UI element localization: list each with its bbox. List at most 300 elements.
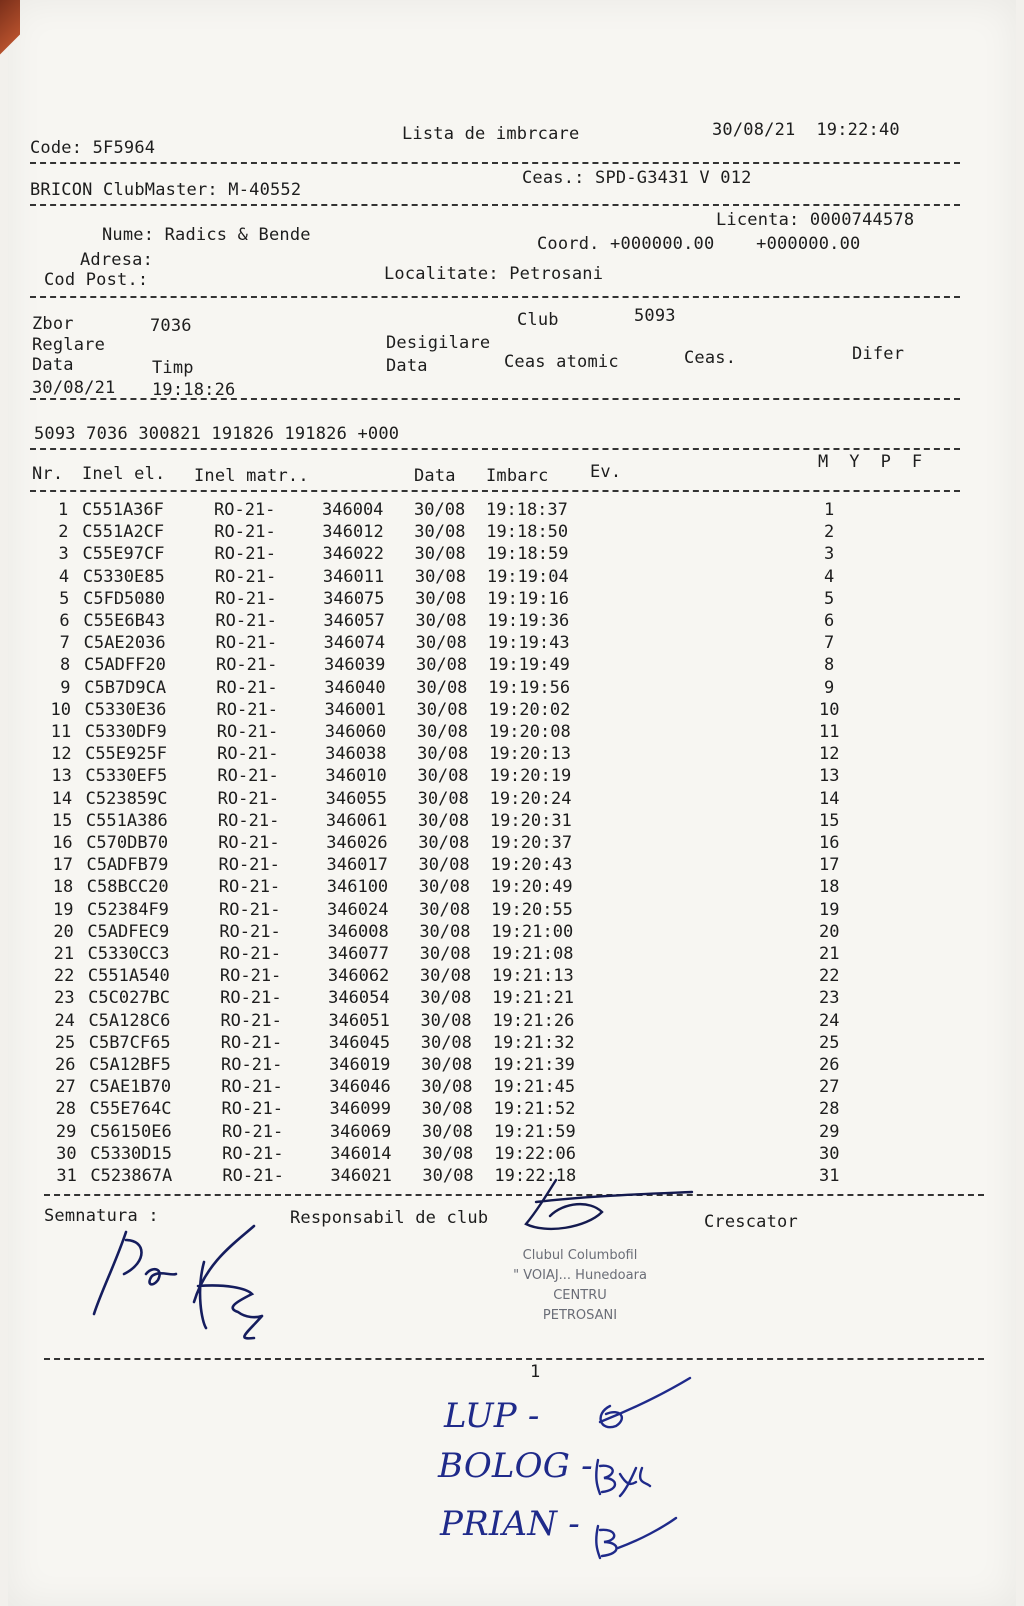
row-position: 8 bbox=[824, 655, 835, 676]
ceas-atomic-label: Ceas atomic bbox=[504, 352, 619, 372]
row-date: 30/08 bbox=[415, 588, 467, 609]
col-data: Data bbox=[414, 466, 456, 486]
divider bbox=[30, 448, 960, 450]
row-ring-number: 346010 bbox=[325, 766, 387, 787]
row-ring-number: 346038 bbox=[325, 744, 387, 765]
row-electronic-ring: C551A36F bbox=[82, 500, 164, 520]
row-date: 30/08 bbox=[419, 944, 471, 964]
divider bbox=[30, 398, 960, 400]
row-number: 22 bbox=[53, 966, 75, 987]
club-value: 5093 bbox=[634, 306, 676, 326]
row-date: 30/08 bbox=[419, 921, 471, 942]
row-time: 19:20:43 bbox=[490, 855, 573, 876]
row-ring-prefix: RO-21- bbox=[218, 855, 280, 876]
table-row bbox=[0, 567, 1024, 589]
row-position: 19 bbox=[819, 899, 840, 920]
torn-corner bbox=[0, 0, 20, 70]
row-time: 19:19:43 bbox=[487, 633, 570, 654]
row-number: 15 bbox=[51, 810, 73, 831]
row-ring-prefix: RO-21- bbox=[215, 655, 278, 676]
row-ring-number: 346004 bbox=[322, 500, 384, 520]
row-time: 19:19:16 bbox=[487, 588, 569, 609]
row-ring-number: 346075 bbox=[323, 588, 385, 609]
row-number: 10 bbox=[50, 699, 71, 720]
row-number: 19 bbox=[53, 899, 74, 920]
row-electronic-ring: C551A2CF bbox=[82, 522, 165, 543]
row-number: 20 bbox=[53, 921, 74, 942]
note-marks bbox=[590, 1370, 700, 1570]
row-position: 15 bbox=[819, 810, 840, 831]
row-electronic-ring: C523867A bbox=[90, 1166, 173, 1186]
row-time: 19:21:52 bbox=[493, 1099, 576, 1120]
coord-label: Coord. +000000.00 +000000.00 bbox=[537, 234, 861, 254]
row-date: 30/08 bbox=[420, 1032, 472, 1053]
row-electronic-ring: C5ADFB79 bbox=[86, 855, 169, 876]
table-row bbox=[0, 700, 1024, 722]
row-ring-prefix: RO-21- bbox=[220, 1032, 283, 1053]
row-number: 1 bbox=[58, 500, 69, 520]
club-label: Club bbox=[517, 310, 559, 330]
row-number: 24 bbox=[54, 1010, 75, 1031]
row-electronic-ring: C523859C bbox=[85, 788, 168, 809]
row-position: 13 bbox=[819, 766, 840, 787]
club-stamp bbox=[470, 1246, 690, 1336]
row-ring-number: 346060 bbox=[324, 722, 387, 742]
row-electronic-ring: C5A12BF5 bbox=[89, 1055, 171, 1075]
row-position: 30 bbox=[819, 1143, 840, 1164]
header-datetime: 30/08/21 19:22:40 bbox=[712, 120, 900, 140]
row-date: 30/08 bbox=[421, 1077, 473, 1098]
row-electronic-ring: C56150E6 bbox=[89, 1121, 172, 1142]
row-date: 30/08 bbox=[416, 722, 468, 742]
responsabil-label: Responsabil de club bbox=[290, 1208, 489, 1228]
table-row bbox=[0, 900, 1024, 922]
stamp-line: " VOIAJ... Hunedoara bbox=[513, 1268, 647, 1283]
row-number: 3 bbox=[58, 544, 69, 565]
row-number: 17 bbox=[52, 855, 73, 876]
localitate-label: Localitate: Petrosani bbox=[384, 264, 604, 284]
stamp-line: Clubul Columbofil bbox=[522, 1248, 638, 1263]
row-ring-prefix: RO-21- bbox=[214, 544, 276, 565]
row-electronic-ring: C5B7CF65 bbox=[88, 1032, 171, 1053]
row-time: 19:21:45 bbox=[493, 1077, 576, 1098]
licenta-label: Licenta: 0000744578 bbox=[716, 210, 915, 230]
table-row bbox=[0, 744, 1024, 766]
row-date: 30/08 bbox=[415, 611, 467, 631]
desigilare-label: Desigilare bbox=[386, 333, 491, 353]
row-number: 27 bbox=[55, 1077, 76, 1098]
row-time: 19:21:08 bbox=[491, 944, 574, 964]
row-ring-prefix: RO-21- bbox=[221, 1055, 283, 1075]
row-ring-number: 346012 bbox=[322, 522, 384, 543]
row-time: 19:19:36 bbox=[487, 611, 570, 631]
row-time: 19:19:49 bbox=[487, 655, 570, 676]
row-time: 19:21:13 bbox=[491, 966, 574, 987]
row-ring-number: 346021 bbox=[330, 1166, 392, 1186]
row-ring-number: 346014 bbox=[330, 1143, 392, 1164]
ceas-short-label: Ceas. bbox=[684, 348, 737, 368]
table-row bbox=[0, 633, 1024, 655]
row-position: 3 bbox=[824, 544, 835, 565]
nume-label: Nume: Radics & Bende bbox=[102, 225, 311, 245]
row-ring-number: 346054 bbox=[328, 988, 390, 1009]
row-date: 30/08 bbox=[422, 1166, 474, 1186]
row-position: 20 bbox=[819, 921, 840, 942]
row-number: 23 bbox=[54, 988, 75, 1009]
row-time: 19:22:18 bbox=[494, 1166, 577, 1186]
timp-label: Timp bbox=[152, 358, 194, 378]
row-number: 18 bbox=[52, 877, 74, 898]
row-electronic-ring: C5330E36 bbox=[84, 699, 167, 720]
zbor-label: Zbor bbox=[32, 314, 74, 334]
note-lup: LUP - bbox=[444, 1396, 540, 1436]
table-row bbox=[0, 855, 1024, 877]
row-number: 21 bbox=[53, 944, 75, 964]
row-number: 7 bbox=[59, 633, 70, 654]
row-position: 24 bbox=[819, 1010, 840, 1031]
row-ring-number: 346062 bbox=[327, 966, 390, 987]
row-position: 31 bbox=[819, 1166, 840, 1186]
row-time: 19:21:00 bbox=[491, 921, 574, 942]
row-date: 30/08 bbox=[417, 788, 469, 809]
table-row bbox=[0, 678, 1024, 700]
timp-value: 19:18:26 bbox=[152, 380, 236, 400]
row-ring-number: 346022 bbox=[322, 544, 384, 565]
row-ring-prefix: RO-21- bbox=[221, 1077, 283, 1098]
code-label: Code: 5F5964 bbox=[30, 138, 156, 158]
row-number: 25 bbox=[54, 1032, 76, 1053]
row-date: 30/08 bbox=[422, 1143, 474, 1164]
row-time: 19:19:56 bbox=[488, 677, 571, 698]
row-electronic-ring: C5C027BC bbox=[88, 988, 171, 1009]
row-electronic-ring: C551A540 bbox=[87, 966, 170, 987]
table-row bbox=[0, 966, 1024, 988]
row-date: 30/08 bbox=[420, 1010, 472, 1031]
row-time: 19:21:26 bbox=[492, 1010, 575, 1031]
row-position: 23 bbox=[819, 988, 840, 1009]
col-inel-el: Inel el. bbox=[82, 464, 166, 484]
col-nr: Nr. bbox=[32, 464, 64, 484]
row-date: 30/08 bbox=[419, 899, 471, 920]
row-electronic-ring: C5A128C6 bbox=[88, 1010, 171, 1031]
row-number: 30 bbox=[56, 1143, 77, 1164]
row-electronic-ring: C5330D15 bbox=[90, 1143, 172, 1164]
desigilare-data-label: Data bbox=[386, 356, 428, 376]
row-date: 30/08 bbox=[414, 566, 467, 587]
row-number: 28 bbox=[55, 1099, 77, 1120]
stamp-line: PETROSANI bbox=[542, 1308, 618, 1323]
row-position: 6 bbox=[824, 611, 835, 631]
row-position: 17 bbox=[819, 855, 840, 876]
row-number: 26 bbox=[55, 1055, 76, 1075]
row-ring-prefix: RO-21- bbox=[216, 677, 278, 698]
row-time: 19:21:21 bbox=[492, 988, 575, 1009]
table-row bbox=[0, 500, 1024, 522]
table-row bbox=[0, 766, 1024, 788]
row-position: 16 bbox=[819, 833, 840, 853]
row-electronic-ring: C55E925F bbox=[85, 744, 167, 765]
col-inel-matr: Inel matr.. bbox=[194, 466, 309, 486]
row-electronic-ring: C5FD5080 bbox=[83, 588, 165, 609]
summary-line: 5093 7036 300821 191826 191826 +000 bbox=[34, 424, 400, 444]
table-row bbox=[0, 922, 1024, 944]
row-date: 30/08 bbox=[420, 988, 472, 1009]
table-row bbox=[0, 611, 1024, 633]
row-ring-prefix: RO-21- bbox=[216, 722, 279, 742]
row-date: 30/08 bbox=[418, 877, 470, 898]
row-ring-prefix: RO-21- bbox=[216, 699, 278, 720]
col-ev: Ev. bbox=[590, 462, 622, 482]
cod-post-label: Cod Post.: bbox=[44, 270, 149, 290]
row-ring-number: 346001 bbox=[324, 699, 386, 720]
row-date: 30/08 bbox=[418, 855, 470, 876]
row-date: 30/08 bbox=[416, 699, 468, 720]
row-ring-prefix: RO-21- bbox=[218, 833, 280, 853]
row-time: 19:20:24 bbox=[489, 788, 572, 809]
row-ring-prefix: RO-21- bbox=[220, 988, 282, 1009]
table-row bbox=[0, 988, 1024, 1010]
row-date: 30/08 bbox=[414, 500, 466, 520]
row-number: 2 bbox=[58, 522, 69, 543]
document-title: Lista de imbrcare bbox=[402, 124, 580, 144]
table-row bbox=[0, 833, 1024, 855]
data-value: 30/08/21 bbox=[32, 378, 116, 398]
row-number: 6 bbox=[59, 611, 70, 631]
table-row bbox=[0, 1033, 1024, 1055]
row-position: 4 bbox=[824, 566, 835, 587]
row-ring-prefix: RO-21- bbox=[214, 566, 277, 587]
row-ring-prefix: RO-21- bbox=[219, 944, 282, 964]
row-electronic-ring: C551A386 bbox=[85, 810, 168, 831]
row-time: 19:20:02 bbox=[488, 699, 571, 720]
table-row bbox=[0, 811, 1024, 833]
row-time: 19:22:06 bbox=[494, 1143, 576, 1164]
row-ring-number: 346019 bbox=[329, 1055, 391, 1075]
table-row bbox=[0, 1077, 1024, 1099]
row-ring-number: 346055 bbox=[325, 788, 388, 809]
note-bolog: BOLOG - bbox=[438, 1446, 593, 1486]
row-time: 19:20:55 bbox=[491, 899, 573, 920]
row-date: 30/08 bbox=[421, 1055, 473, 1075]
row-ring-number: 346046 bbox=[329, 1077, 391, 1098]
table-row bbox=[0, 544, 1024, 566]
row-date: 30/08 bbox=[417, 810, 470, 831]
row-number: 16 bbox=[52, 833, 73, 853]
divider bbox=[30, 296, 960, 298]
row-date: 30/08 bbox=[421, 1121, 474, 1142]
row-ring-prefix: RO-21- bbox=[215, 611, 277, 631]
row-electronic-ring: C55E764C bbox=[89, 1099, 172, 1120]
row-electronic-ring: C5ADFF20 bbox=[83, 655, 166, 676]
row-number: 31 bbox=[56, 1166, 77, 1186]
row-time: 19:18:50 bbox=[486, 522, 569, 543]
row-ring-prefix: RO-21- bbox=[214, 522, 276, 543]
row-time: 19:20:08 bbox=[488, 722, 571, 742]
divider bbox=[30, 490, 960, 492]
data-label: Data bbox=[32, 355, 74, 375]
row-ring-number: 346069 bbox=[329, 1121, 392, 1142]
row-position: 12 bbox=[819, 744, 840, 765]
row-date: 30/08 bbox=[415, 655, 468, 676]
row-date: 30/08 bbox=[417, 744, 469, 765]
row-ring-prefix: RO-21- bbox=[217, 810, 280, 831]
table-row bbox=[0, 722, 1024, 744]
row-time: 19:18:37 bbox=[486, 500, 568, 520]
row-ring-number: 346051 bbox=[328, 1010, 390, 1031]
row-position: 10 bbox=[819, 699, 840, 720]
row-electronic-ring: C5B7D9CA bbox=[84, 677, 167, 698]
row-electronic-ring: C58BCC20 bbox=[86, 877, 169, 898]
row-ring-prefix: RO-21- bbox=[215, 633, 278, 654]
table-row bbox=[0, 1099, 1024, 1121]
row-position: 29 bbox=[819, 1121, 840, 1142]
divider bbox=[44, 1358, 984, 1360]
row-electronic-ring: C55E97CF bbox=[82, 544, 165, 565]
row-time: 19:20:49 bbox=[490, 877, 573, 898]
row-time: 19:20:31 bbox=[489, 810, 572, 831]
row-date: 30/08 bbox=[421, 1099, 473, 1120]
row-time: 19:18:59 bbox=[486, 544, 569, 565]
row-position: 27 bbox=[819, 1077, 840, 1098]
table-row bbox=[0, 655, 1024, 677]
zbor-value: 7036 bbox=[150, 316, 192, 336]
table-row bbox=[0, 877, 1024, 899]
row-position: 28 bbox=[819, 1099, 840, 1120]
stamp-line: CENTRU bbox=[553, 1288, 607, 1303]
row-time: 19:21:32 bbox=[492, 1032, 575, 1053]
row-number: 11 bbox=[50, 722, 72, 742]
row-ring-number: 346008 bbox=[327, 921, 389, 942]
row-number: 4 bbox=[58, 566, 70, 587]
table-row bbox=[0, 1011, 1024, 1033]
row-ring-prefix: RO-21- bbox=[219, 899, 281, 920]
difer-label: Difer bbox=[852, 344, 905, 364]
row-ring-prefix: RO-21- bbox=[219, 921, 281, 942]
row-ring-number: 346074 bbox=[323, 633, 386, 654]
row-electronic-ring: C5330E85 bbox=[82, 566, 165, 587]
row-ring-number: 346039 bbox=[323, 655, 386, 676]
row-ring-prefix: RO-21- bbox=[219, 966, 282, 987]
row-electronic-ring: C5330DF9 bbox=[84, 722, 167, 742]
row-ring-prefix: RO-21- bbox=[214, 500, 276, 520]
adresa-label: Adresa: bbox=[80, 250, 154, 270]
row-ring-prefix: RO-21- bbox=[217, 766, 279, 787]
row-electronic-ring: C52384F9 bbox=[87, 899, 169, 920]
row-number: 12 bbox=[51, 744, 72, 765]
row-ring-number: 346045 bbox=[328, 1032, 391, 1053]
row-number: 5 bbox=[59, 588, 70, 609]
row-position: 21 bbox=[819, 944, 840, 964]
note-prian: PRIAN - bbox=[440, 1504, 580, 1544]
row-electronic-ring: C5AE2036 bbox=[83, 633, 166, 654]
row-ring-prefix: RO-21- bbox=[220, 1010, 282, 1031]
row-position: 14 bbox=[819, 788, 840, 809]
row-position: 22 bbox=[819, 966, 840, 987]
row-date: 30/08 bbox=[416, 677, 468, 698]
row-number: 8 bbox=[59, 655, 71, 676]
table-row bbox=[0, 589, 1024, 611]
divider bbox=[30, 162, 960, 164]
row-number: 13 bbox=[51, 766, 72, 787]
table-row bbox=[0, 944, 1024, 966]
signature-club bbox=[506, 1176, 696, 1256]
row-ring-number: 346099 bbox=[329, 1099, 391, 1120]
table-row bbox=[0, 522, 1024, 544]
crescator-label: Crescator bbox=[704, 1212, 798, 1232]
col-mypf: M Y P F bbox=[818, 452, 923, 472]
row-position: 25 bbox=[819, 1032, 840, 1053]
row-date: 30/08 bbox=[418, 833, 470, 853]
signature-left bbox=[86, 1222, 286, 1342]
row-position: 18 bbox=[819, 877, 840, 898]
row-time: 19:21:59 bbox=[493, 1121, 576, 1142]
row-position: 11 bbox=[819, 722, 840, 742]
semnatura-label: Semnatura : bbox=[44, 1206, 159, 1226]
row-ring-number: 346057 bbox=[323, 611, 385, 631]
row-date: 30/08 bbox=[414, 522, 466, 543]
row-electronic-ring: C5330CC3 bbox=[87, 944, 170, 964]
table-row bbox=[0, 789, 1024, 811]
row-number: 29 bbox=[55, 1121, 77, 1142]
row-position: 9 bbox=[824, 677, 835, 698]
row-electronic-ring: C5AE1B70 bbox=[89, 1077, 172, 1098]
row-ring-number: 346026 bbox=[326, 833, 388, 853]
reglare-label: Reglare bbox=[32, 335, 106, 355]
clubmaster-label: BRICON ClubMaster: M-40552 bbox=[30, 180, 302, 200]
page-number: 1 bbox=[530, 1362, 541, 1382]
row-number: 14 bbox=[51, 788, 73, 809]
row-time: 19:20:37 bbox=[490, 833, 573, 853]
row-date: 30/08 bbox=[417, 766, 469, 787]
row-ring-number: 346040 bbox=[324, 677, 386, 698]
row-ring-number: 346017 bbox=[326, 855, 388, 876]
table-row bbox=[0, 1122, 1024, 1144]
table-row bbox=[0, 1055, 1024, 1077]
row-position: 7 bbox=[824, 633, 835, 654]
row-ring-number: 346024 bbox=[327, 899, 389, 920]
row-ring-number: 346061 bbox=[325, 810, 388, 831]
row-time: 19:20:13 bbox=[489, 744, 571, 765]
row-electronic-ring: C5330EF5 bbox=[85, 766, 168, 787]
row-date: 30/08 bbox=[414, 544, 466, 565]
row-position: 5 bbox=[824, 588, 835, 609]
row-electronic-ring: C5ADFEC9 bbox=[87, 921, 170, 942]
col-imbarc: Imbarc bbox=[486, 466, 549, 486]
table-row bbox=[0, 1144, 1024, 1166]
row-ring-number: 346100 bbox=[326, 877, 389, 898]
ceas-label: Ceas.: SPD-G3431 V 012 bbox=[522, 168, 752, 188]
row-ring-prefix: RO-21- bbox=[222, 1166, 284, 1186]
row-number: 9 bbox=[60, 677, 71, 698]
row-electronic-ring: C570DB70 bbox=[86, 833, 169, 853]
row-ring-prefix: RO-21- bbox=[221, 1121, 284, 1142]
divider bbox=[30, 204, 960, 206]
row-time: 19:19:04 bbox=[486, 566, 569, 587]
row-ring-prefix: RO-21- bbox=[218, 877, 281, 898]
row-ring-prefix: RO-21- bbox=[217, 788, 280, 809]
row-ring-prefix: RO-21- bbox=[222, 1143, 284, 1164]
row-position: 26 bbox=[819, 1055, 840, 1075]
row-time: 19:21:39 bbox=[493, 1055, 575, 1075]
row-electronic-ring: C55E6B43 bbox=[83, 611, 166, 631]
row-position: 1 bbox=[824, 500, 835, 520]
row-position: 2 bbox=[824, 522, 835, 543]
row-ring-number: 346011 bbox=[322, 566, 385, 587]
row-date: 30/08 bbox=[415, 633, 467, 654]
row-ring-prefix: RO-21- bbox=[215, 588, 277, 609]
row-date: 30/08 bbox=[419, 966, 472, 987]
row-time: 19:20:19 bbox=[489, 766, 572, 787]
